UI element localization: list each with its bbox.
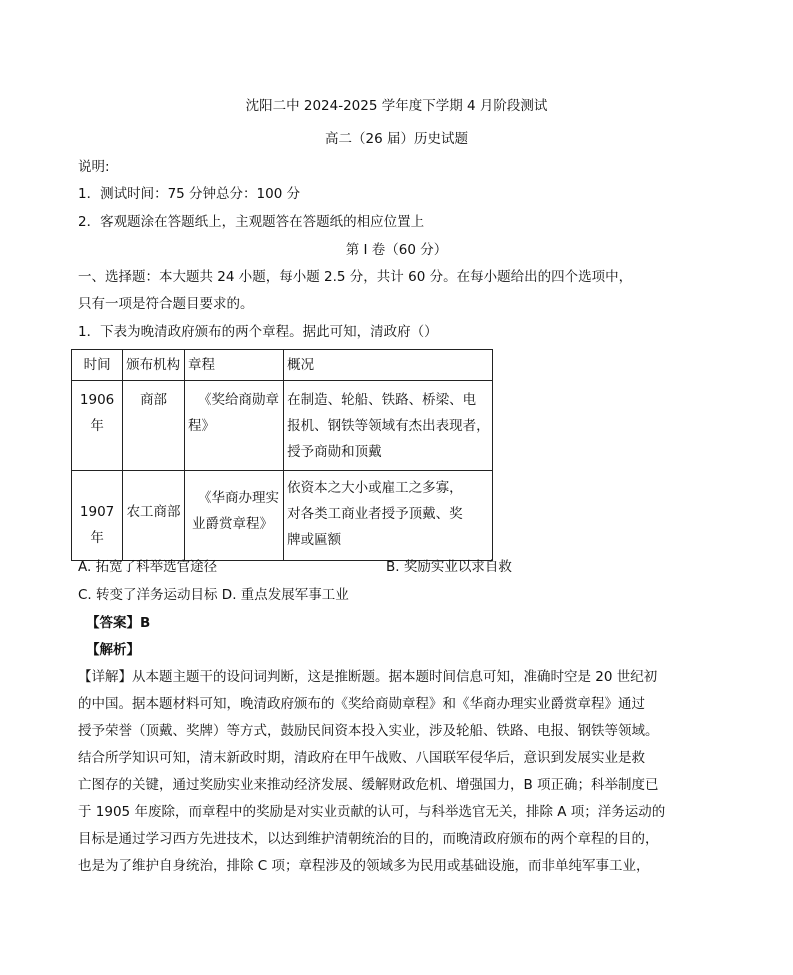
table-cell-charter bbox=[184, 471, 283, 561]
cell-line: 依资本之大小或雇工之多寡， bbox=[287, 480, 463, 496]
section-intro-line-1: 一、选择题：本大题共 24 小题，每小题 2.5 分，共计 60 分。在每小题给出的四个选项中， bbox=[78, 269, 633, 285]
table-cell-summary bbox=[284, 471, 493, 561]
cell-line: 业爵赏章程》 bbox=[191, 516, 273, 532]
detail-line: 也是为了维护自身统治，排除 C 项；章程涉及的领域多为民用或基础设施，而非单纯军事工业， bbox=[78, 858, 650, 874]
table-row bbox=[72, 381, 493, 471]
table-cell-time: 1907 年 bbox=[72, 471, 123, 561]
detail-line: 结合所学知识可知，清末新政时期，清政府在甲午战败、八国联军侵华后，意识到发展实业是救 bbox=[78, 750, 645, 766]
answer-label: 【答案】B bbox=[86, 615, 151, 631]
table-row bbox=[72, 471, 493, 561]
analysis-label: 【解析】 bbox=[86, 642, 140, 658]
option-b: B. 奖励实业以求自救 bbox=[386, 559, 512, 575]
instruction-item-2: 2．客观题涂在答题纸上，主观题答在答题纸的相应位置上 bbox=[78, 214, 425, 230]
cell-line: 牌或匾额 bbox=[287, 532, 342, 548]
option-a: A. 拓宽了科举选官途径 bbox=[78, 559, 218, 575]
table-cell-charter bbox=[184, 381, 283, 471]
detail-line: 【详解】从本题主题干的设问词判断，这是推断题。据本题时间信息可知，准确时空是 20 世纪初 bbox=[78, 669, 658, 685]
instructions-label: 说明: bbox=[78, 159, 110, 175]
section-title: 第 I 卷（60 分） bbox=[345, 242, 448, 258]
instruction-item-1: 1．测试时间：75 分钟总分：100 分 bbox=[78, 186, 301, 202]
cell-line: 程》 bbox=[187, 418, 215, 434]
option-c-d: C. 转变了洋务运动目标 D. 重点发展军事工业 bbox=[78, 587, 349, 603]
table-header-cell: 颁布机构 bbox=[123, 350, 185, 381]
cell-line: 授予商勋和顶戴 bbox=[287, 444, 382, 460]
cell-line: 报机、钢铁等领域有杰出表现者， bbox=[287, 418, 490, 434]
cell-line: 对各类工商业者授予顶戴、奖 bbox=[287, 506, 463, 522]
table-header-cell: 概况 bbox=[284, 350, 493, 381]
detail-line: 授予荣誉（顶戴、奖牌）等方式，鼓励民间资本投入实业，涉及轮船、铁路、电报、钢铁等领域。 bbox=[78, 723, 659, 739]
detail-line: 目标是通过学习西方先进技术，以达到维护清朝统治的目的，而晚清政府颁布的两个章程的目的， bbox=[78, 831, 659, 847]
table-cell-time: 1906 年 bbox=[72, 381, 123, 471]
question-1-stem: 1．下表为晚清政府颁布的两个章程。据此可知，清政府（） bbox=[78, 324, 438, 340]
cell-line: 《奖给商勋章 bbox=[197, 392, 279, 408]
table-cell-agency: 商部 bbox=[123, 381, 185, 471]
exam-title: 沈阳二中 2024-2025 学年度下学期 4 月阶段测试 bbox=[245, 98, 548, 114]
detail-line: 亡图存的关键，通过奖励实业来推动经济发展、缓解财政危机、增强国力，B 项正确；科举制度已 bbox=[78, 777, 659, 793]
table-cell-agency: 农工商部 bbox=[123, 471, 185, 561]
detail-line: 于 1905 年废除，而章程中的奖励是对实业贡献的认可，与科举选官无关，排除 A 项；洋务运动的 bbox=[78, 804, 666, 820]
table-header-cell: 章程 bbox=[184, 350, 283, 381]
cell-line: 在制造、轮船、铁路、桥梁、电 bbox=[287, 392, 477, 408]
charter-table bbox=[71, 349, 493, 561]
section-intro-line-2: 只有一项是符合题目要求的。 bbox=[78, 296, 254, 312]
detail-line: 的中国。据本题材料可知，晚清政府颁布的《奖给商勋章程》和《华商办理实业爵赏章程》通过 bbox=[78, 696, 645, 712]
table-cell-summary bbox=[284, 381, 493, 471]
exam-subtitle: 高二（26 届）历史试题 bbox=[325, 131, 468, 147]
table-header-row bbox=[72, 350, 493, 381]
table-header-cell: 时间 bbox=[72, 350, 123, 381]
cell-line: 《华商办理实 bbox=[197, 490, 279, 506]
